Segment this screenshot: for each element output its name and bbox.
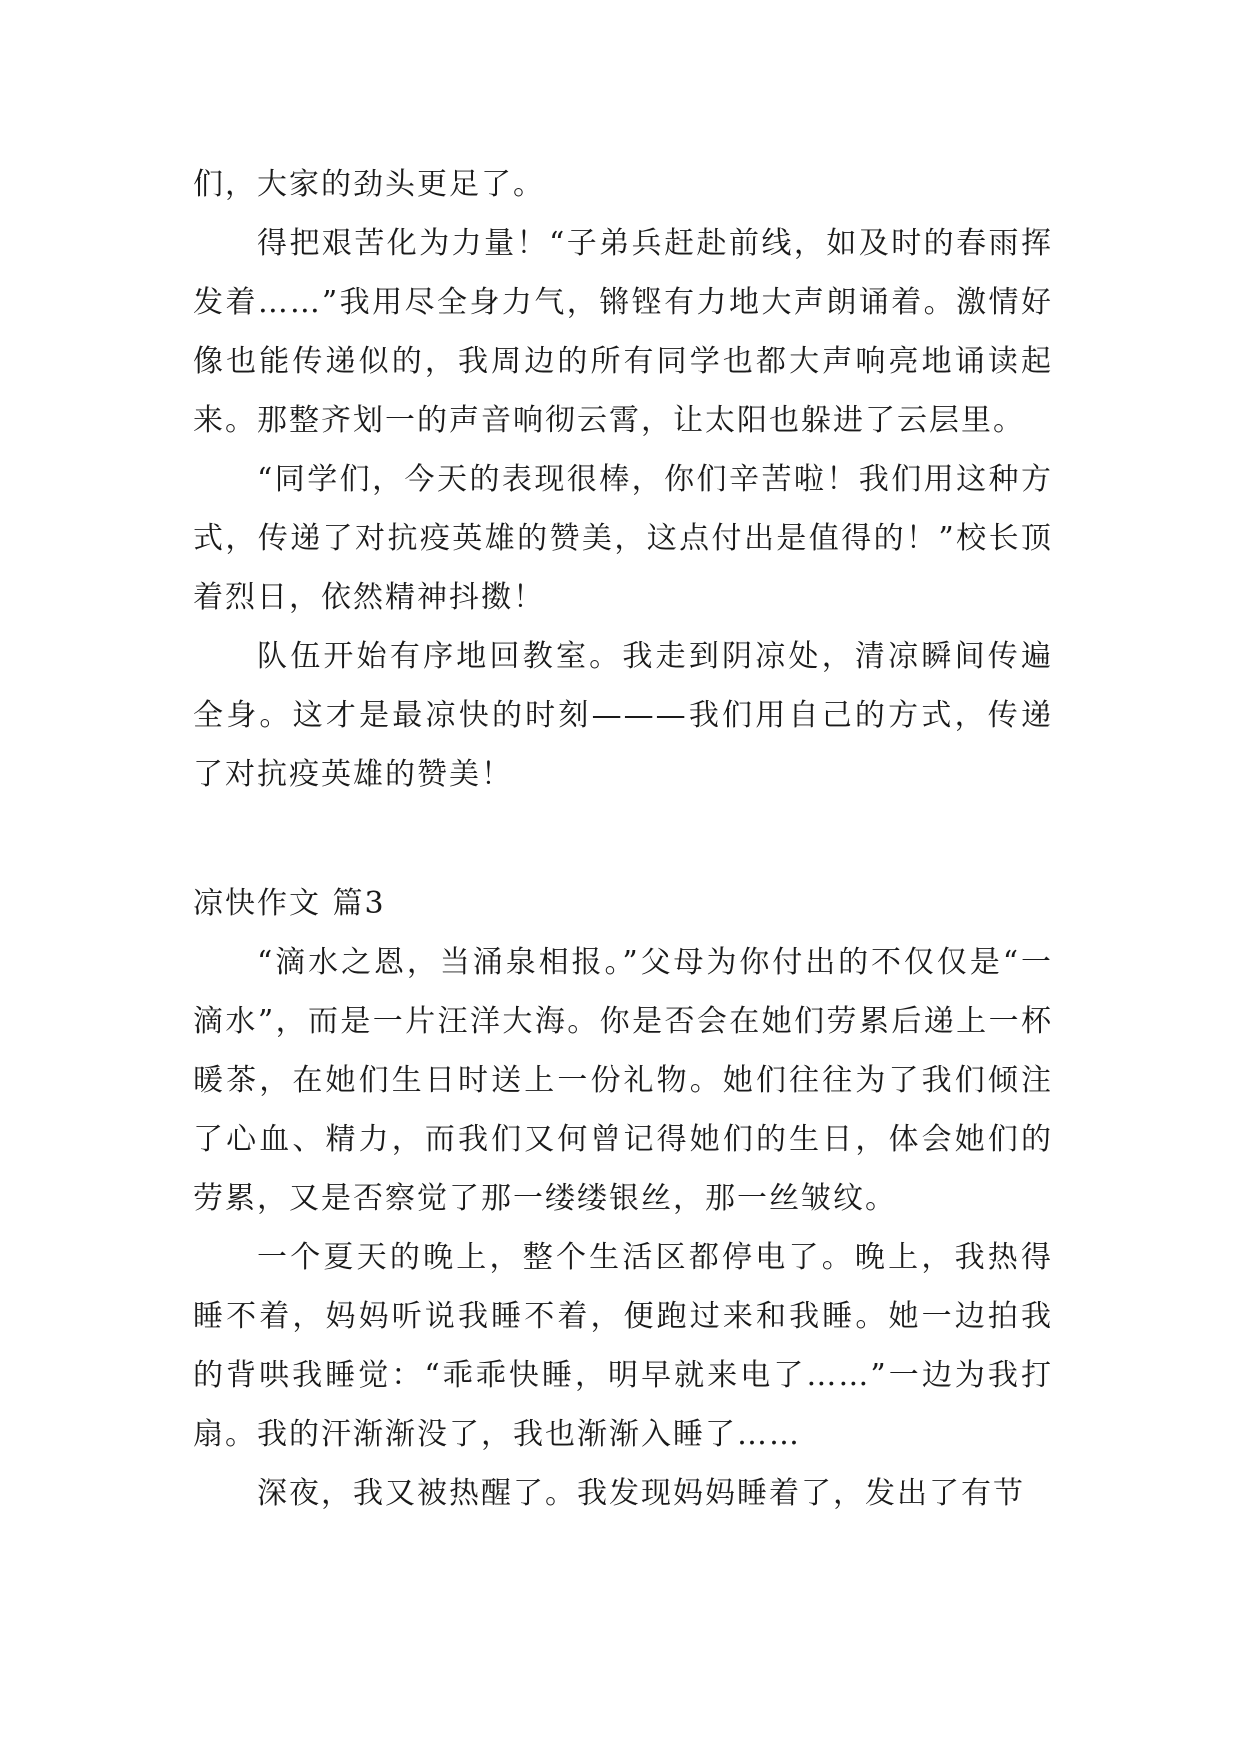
document-body <box>193 155 1053 1523</box>
section-heading: 凉快作文 篇3 <box>193 886 386 921</box>
paragraph-4: 队伍开始有序地回教室。我走到阴凉处，清凉瞬间传遍全身。这才是最凉快的时刻———我们用自己的方式，传递了对抗疫英雄的赞美！ <box>193 639 1053 792</box>
paragraph-3: “同学们，今天的表现很棒，你们辛苦啦！我们用这种方式，传递了对抗疫英雄的赞美，这点付出是值得的！”校长顶着烈日，依然精神抖擞！ <box>193 462 1053 615</box>
paragraph-6: 一个夏天的晚上，整个生活区都停电了。晚上，我热得睡不着，妈妈听说我睡不着，便跑过来和我睡。她一边拍我的背哄我睡觉：“乖乖快睡，明早就来电了……”一边为我打扇。我的汗渐渐没了，我也渐渐入睡了…… <box>193 1240 1053 1452</box>
section-spacer <box>193 804 1053 874</box>
paragraph-5: “滴水之恩，当涌泉相报。”父母为你付出的不仅仅是“一滴水”，而是一片汪洋大海。你是否会在她们劳累后递上一杯暖茶，在她们生日时送上一份礼物。她们往往为了我们倾注了心血、精力，而我们又何曾记得她们的生日，体会她们的劳累，又是否察觉了那一缕缕银丝，那一丝皱纹。 <box>193 945 1053 1216</box>
paragraph-7: 深夜，我又被热醒了。我发现妈妈睡着了，发出了有节 <box>257 1476 1025 1511</box>
paragraph-2: 得把艰苦化为力量！“子弟兵赶赴前线，如及时的春雨挥发着……”我用尽全身力气，锵铿有力地大声朗诵着。激情好像也能传递似的，我周边的所有同学也都大声响亮地诵读起来。那整齐划一的声音响彻云霄，让太阳也躲进了云层里。 <box>193 226 1053 438</box>
paragraph-1: 们，大家的劲头更足了。 <box>193 167 545 202</box>
